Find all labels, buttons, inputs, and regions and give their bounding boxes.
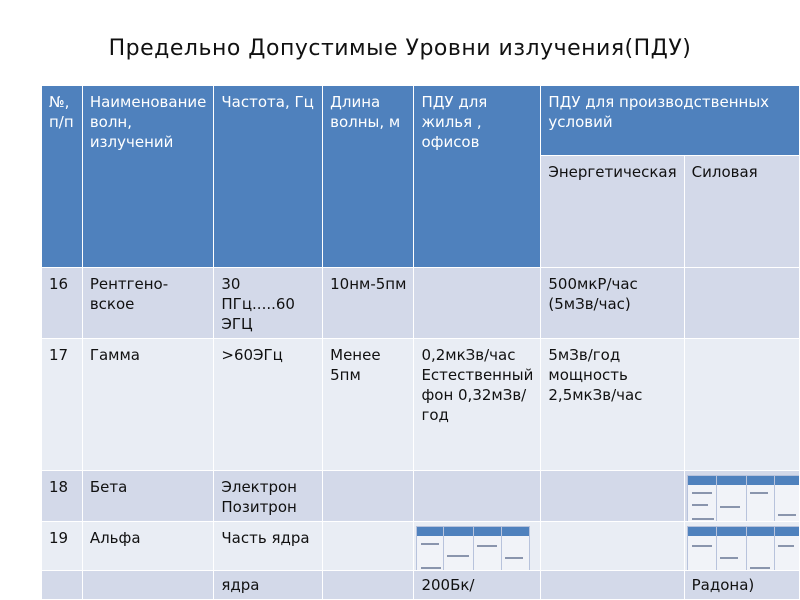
- cell-wavelength: Менее 5пм: [323, 339, 414, 471]
- table-thumbnail-image: [687, 526, 800, 571]
- cell-wavelength: [323, 522, 414, 571]
- cell-name: Бета: [82, 471, 214, 522]
- cell-num: 19: [42, 522, 83, 571]
- cell-pdu-home: [414, 268, 541, 339]
- cell-name: Альфа: [82, 522, 214, 571]
- cell-num: [42, 571, 83, 600]
- cell-name: Рентгено-вское: [82, 268, 214, 339]
- page-title: Предельно Допустимые Уровни излучения(ПДУ): [108, 36, 692, 61]
- cell-energy: [541, 471, 684, 522]
- cell-text: 200Бк/: [421, 576, 475, 594]
- cell-frequency: Электрон Позитрон: [214, 471, 323, 522]
- cell-num: 16: [42, 268, 83, 339]
- cell-frequency: >60ЭГц: [214, 339, 323, 471]
- cell-power: [684, 571, 799, 600]
- cell-pdu-home: 0,2мкЗв/час Естественный фон 0,32мЗв/год: [414, 339, 541, 471]
- cell-pdu-home: [414, 571, 541, 600]
- table-row: [42, 339, 800, 471]
- table-row: [42, 522, 800, 571]
- cell-text: ядра: [221, 576, 260, 594]
- cell-power: [684, 471, 799, 522]
- cell-wavelength: 10нм-5пм: [323, 268, 414, 339]
- cell-frequency: [214, 571, 323, 600]
- cell-frequency: 30 ПГц.....60 ЭГЦ: [214, 268, 323, 339]
- header-energy: Энергетическая: [541, 156, 684, 268]
- cell-name: Гамма: [82, 339, 214, 471]
- table-thumbnail-image: [687, 475, 800, 522]
- cell-num: 17: [42, 339, 83, 471]
- cell-power: [684, 522, 799, 571]
- header-wavelength: Длина волны, м: [323, 86, 414, 268]
- cell-power: [684, 339, 799, 471]
- header-pdu-industrial: ПДУ для производственных условий: [541, 86, 800, 156]
- cell-energy: [541, 522, 684, 571]
- table-thumbnail-image: [416, 526, 530, 571]
- cell-wavelength: [323, 571, 414, 600]
- cell-name: [82, 571, 214, 600]
- table-row: [42, 268, 800, 339]
- cell-pdu-home: [414, 471, 541, 522]
- cell-energy: 5мЗв/год мощность 2,5мкЗв/час: [541, 339, 684, 471]
- cell-num: 18: [42, 471, 83, 522]
- header-power: Силовая: [684, 156, 799, 268]
- header-pdu-home: ПДУ для жилья , офисов: [414, 86, 541, 268]
- cell-energy: 500мкР/час (5мЗв/час): [541, 268, 684, 339]
- cell-text: Радона): [691, 576, 755, 594]
- header-name: Наименование волн, излучений: [82, 86, 214, 268]
- table-row: [42, 471, 800, 522]
- cell-pdu-home: [414, 522, 541, 571]
- cell-power: [684, 268, 799, 339]
- cell-frequency: Часть ядра: [214, 522, 323, 571]
- cell-energy: [541, 571, 684, 600]
- header-frequency: Частота, Гц: [214, 86, 323, 268]
- header-num: №, п/п: [42, 86, 83, 268]
- pdu-table: [41, 85, 800, 600]
- cell-wavelength: [323, 471, 414, 522]
- table-row: [42, 571, 800, 600]
